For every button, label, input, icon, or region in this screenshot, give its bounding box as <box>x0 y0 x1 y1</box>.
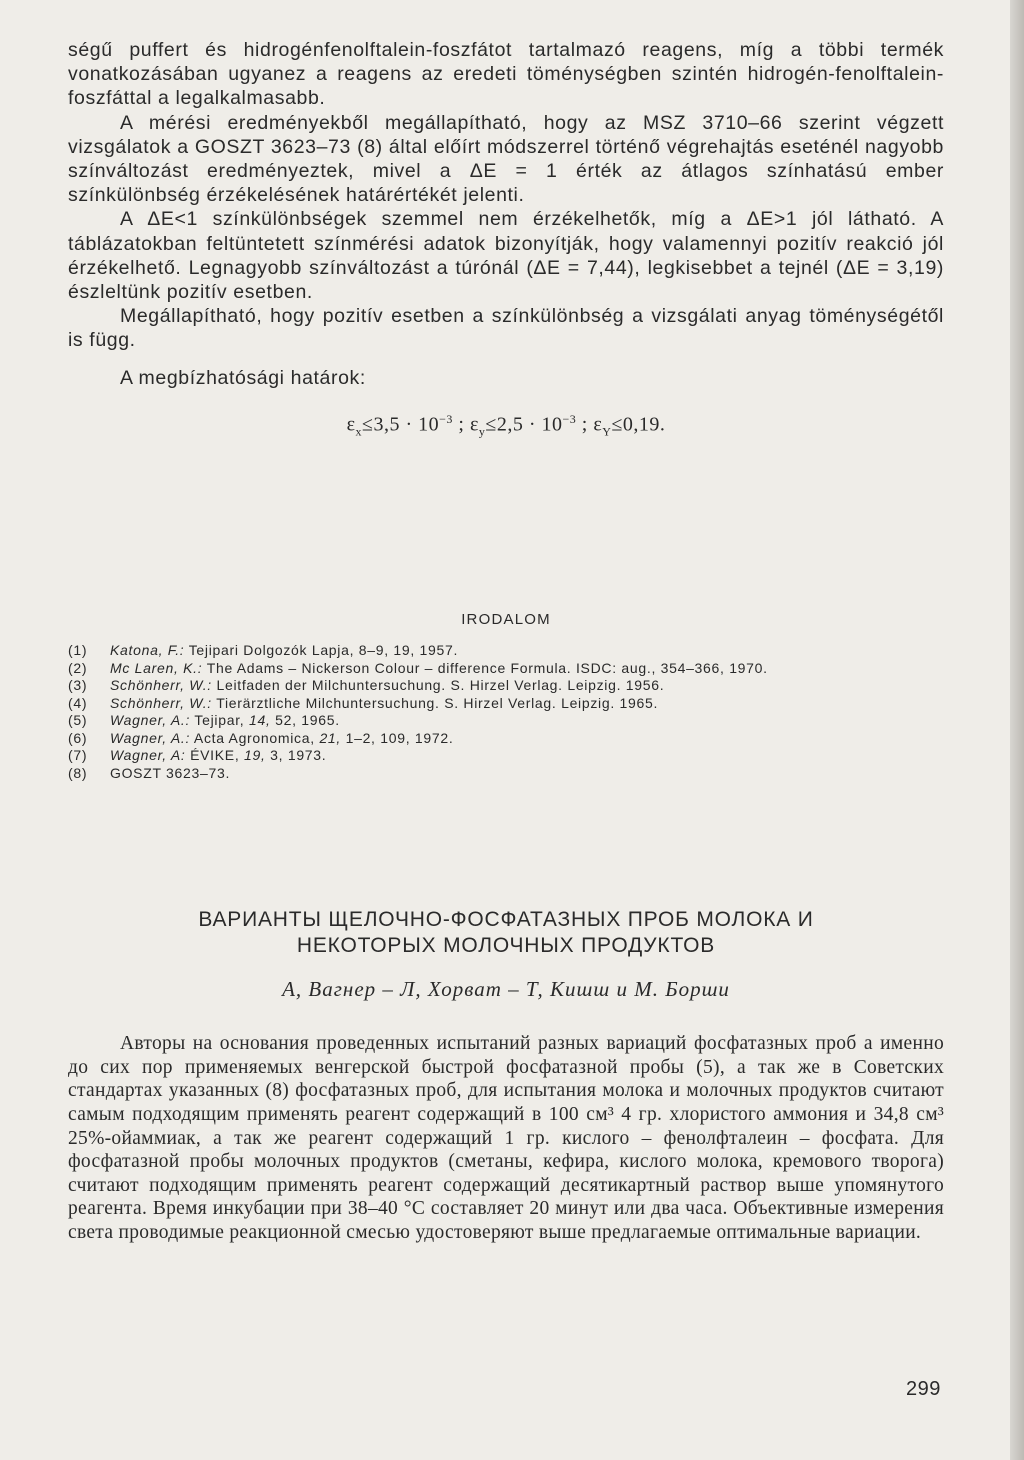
reference-volume: 21, <box>319 729 341 746</box>
reference-author: Wagner, A.: <box>110 729 191 746</box>
reference-number: (1) <box>68 642 88 659</box>
reference-text: Tejipari Dolgozók Lapja, 8–9, 19, 1957. <box>188 642 459 659</box>
russian-authors: А, Вагнер – Л, Хорват – Т, Кишш и М. Борши <box>282 977 730 1002</box>
reference-pages: 1–2, 109, 1972. <box>345 729 454 746</box>
reference-item <box>68 660 944 678</box>
formula-value: ≤3,5 · 10 <box>361 413 440 436</box>
reference-author: Wagner, A.: <box>110 712 191 729</box>
formula-value: ≤2,5 · 10 <box>485 413 563 436</box>
subscript: y <box>478 424 486 439</box>
paragraph-color-difference: A ΔE<1 színkülönbségek szemmel nem érzékelhetők, míg a ΔE>1 jól látható. A táblázatokban feltüntetett színmérési adatok bizonyítják, hogy valamennyi pozitív reakció jól érzékelhető. Legnagyobb színváltozást a túrónál (ΔE = 7,44), legkisebbet a tejnél (ΔE = 3,19) észleltünk pozitív esetben. <box>68 208 945 304</box>
page-content <box>68 38 944 1245</box>
formula-separator: ; <box>452 413 470 436</box>
exponent: −3 <box>562 411 577 426</box>
russian-abstract-text: Авторы на основания проведенных испытаний разных вариаций фосфатазных проб а именно до сих пор применяемых венгерской быстрой фосфатазной пробы (5), а так же в Советских стандартах указанных (8) фосфатазных проб, для испытания молока и молочных продуктов считают самым подходящим применять реагент содержащий в 100 см³ 4 гр. хлористого аммония и 34,8 см³ 25%-ойаммиак, а так же реагент содержащий 1 гр. кислого – фенолфталеин – фосфата. Для фосфатазной пробы молочных продуктов (сметаны, кефира, кислого молока, кремового творога) считают подходящим применять реагент содержащий десятикартный раствор выше упомянутого реагента. Время инкубации при 38–40 °С составляет 20 минут или два часа. Объективные измерения света проводимые реакционной смесью удостоверяют выше предлагаемые оптимальные вариации. <box>68 1033 944 1244</box>
reference-item <box>68 695 944 713</box>
subscript: Y <box>602 424 612 439</box>
reference-text: Tejipar, <box>194 712 245 729</box>
paragraph-continuation: ségű puffert és hidrogénfenolftalein-foszfátot tartalmazó reagens, míg a többi termék vonatkozásában ugyanez a reagens az eredeti töménységben szintén hidrogén-fenolftalein-foszfáttal a legalkalmasabb. <box>68 39 944 110</box>
reference-item <box>68 677 944 695</box>
reference-item <box>68 642 944 660</box>
reference-text: ÉVIKE, <box>190 747 240 764</box>
reference-item <box>68 712 944 730</box>
reliability-limits-formula <box>68 412 944 440</box>
paragraph-conclusion: Megállapítható, hogy pozitív esetben a színkülönbség a vizsgálati anyag töménységétől is függ. <box>68 305 944 352</box>
reference-text: Tierärztliche Milchuntersuchung. S. Hirzel Verlag. Leipzig. 1965. <box>216 694 659 711</box>
russian-summary-title <box>68 907 944 959</box>
paragraph-results: A mérési eredményekből megállapítható, hogy az MSZ 3710–66 szerint végzett vizsgálatok a GOSZT 3623–73 (8) által előírt módszerrel történő végrehajtás eseténél nagyobb színváltozást eredményeztek, mivel a ΔE = 1 érték az átlagos színhatású ember színkülönbség érzékelésének határértékét jelenti. <box>68 111 944 207</box>
subscript: x <box>355 424 362 439</box>
exponent: −3 <box>439 411 453 426</box>
epsilon-symbol: ε <box>593 413 603 436</box>
page-number: 299 <box>906 1378 941 1400</box>
reference-number: (4) <box>68 694 88 711</box>
russian-title-line: ВАРИАНТЫ ЩЕЛОЧНО-ФОСФАТАЗНЫХ ПРОБ МОЛОКА И <box>198 908 814 932</box>
reference-author: Mc Laren, K.: <box>110 659 203 676</box>
formula-separator: ; <box>576 413 594 436</box>
reference-text: Leitfaden der Milchuntersuchung. S. Hirzel Verlag. Leipzig. 1956. <box>216 677 665 694</box>
formula-value: ≤0,19. <box>611 413 666 436</box>
epsilon-symbol: ε <box>469 413 479 436</box>
reference-pages: 3, 1973. <box>270 747 327 764</box>
hungarian-text <box>68 38 944 353</box>
reference-author: Schönherr, W.: <box>110 694 212 711</box>
reference-author: Schönherr, W.: <box>110 677 212 694</box>
reference-number: (7) <box>68 747 88 764</box>
reference-volume: 19, <box>244 747 266 764</box>
reference-text: GOSZT 3623–73. <box>110 764 231 781</box>
references-list <box>68 642 944 782</box>
reference-number: (3) <box>68 677 88 694</box>
reference-author: Wagner, A: <box>110 747 186 764</box>
reference-pages: 52, 1965. <box>275 712 340 729</box>
references-heading: IRODALOM <box>461 611 551 629</box>
reference-author: Katona, F.: <box>110 642 185 659</box>
reference-item <box>68 730 944 748</box>
reference-item <box>68 765 944 783</box>
reference-number: (2) <box>68 659 88 676</box>
epsilon-symbol: ε <box>346 413 356 436</box>
reference-number: (6) <box>68 729 88 746</box>
russian-title-line: НЕКОТОРЫХ МОЛОЧНЫХ ПРОДУКТОВ <box>296 934 716 958</box>
reference-text: The Adams – Nickerson Colour – difference Formula. ISDC: aug., 354–366, 1970. <box>206 659 768 676</box>
reference-text: Acta Agronomica, <box>193 729 315 746</box>
russian-abstract <box>68 1032 944 1244</box>
reference-number: (8) <box>68 764 88 781</box>
limits-label: A megbízhatósági határok: <box>120 366 366 389</box>
reference-number: (5) <box>68 712 88 729</box>
binding-edge <box>1010 0 1024 1460</box>
reference-item <box>68 747 944 765</box>
reference-volume: 14, <box>248 712 271 729</box>
